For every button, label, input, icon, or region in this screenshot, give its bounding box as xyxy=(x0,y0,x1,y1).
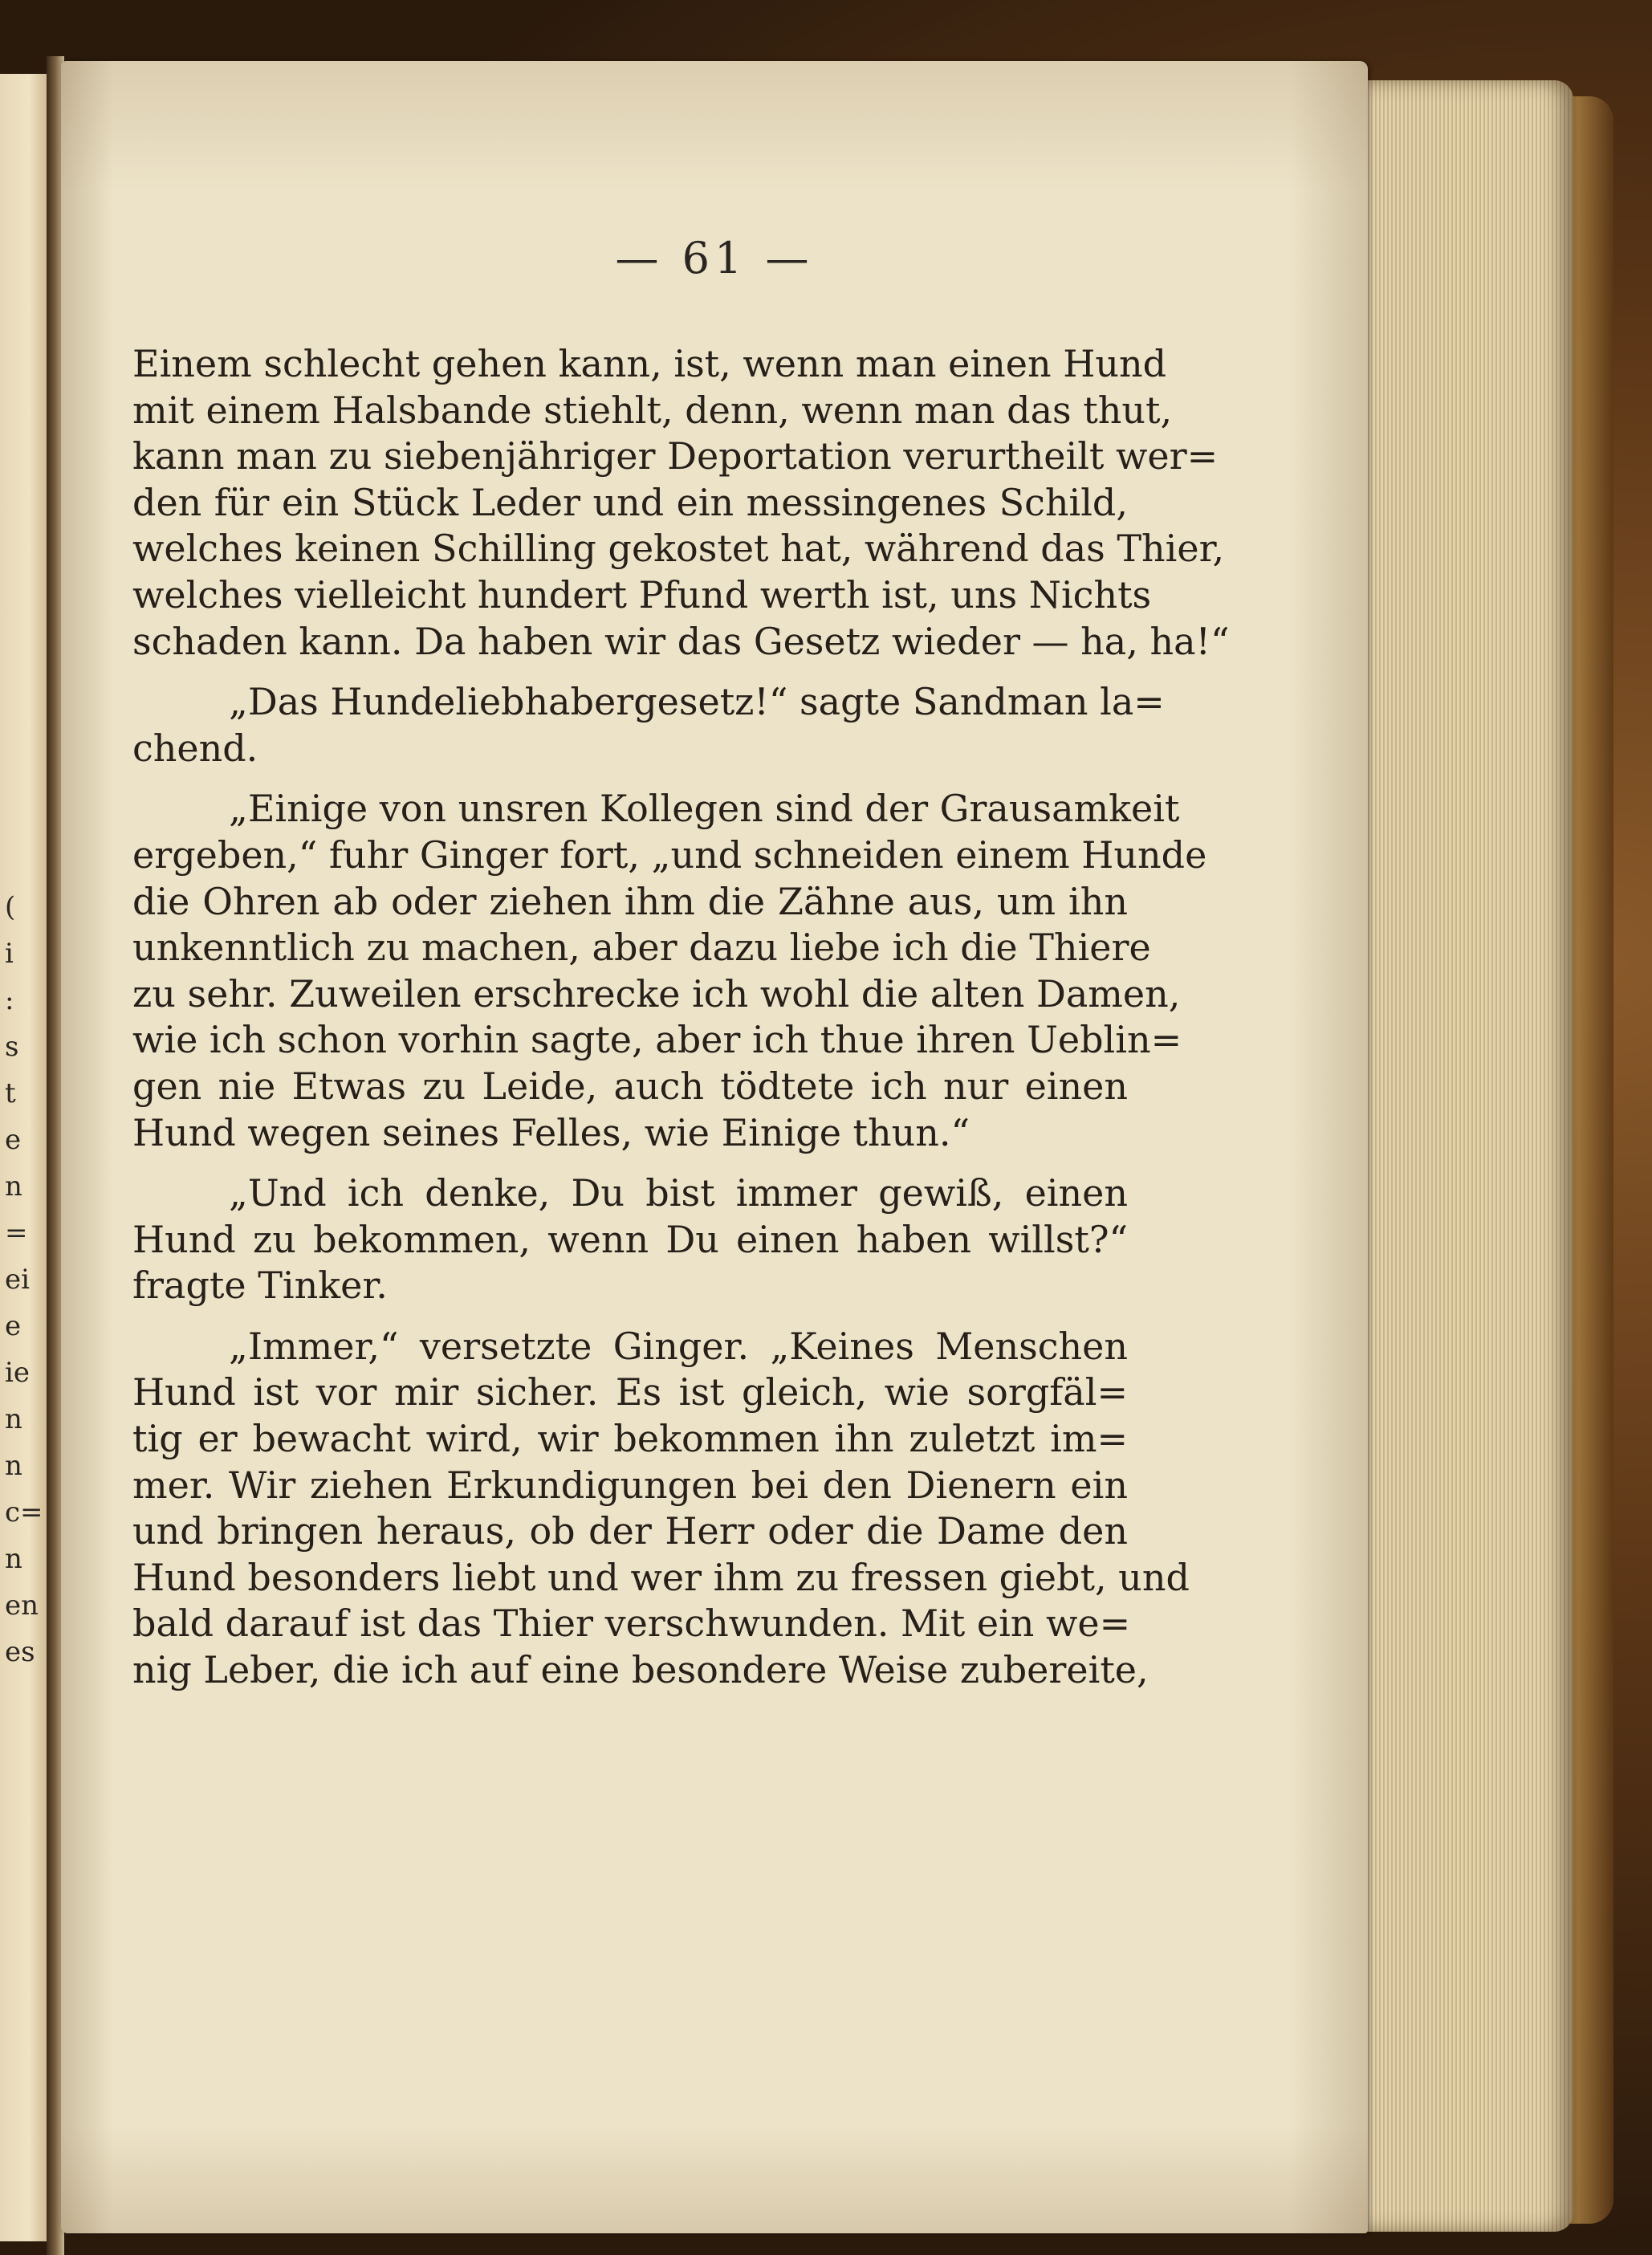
previous-page-text-fragment: i xyxy=(5,938,14,970)
text-line: fragte Tinker. xyxy=(132,1264,388,1308)
previous-page-text-fragment: ie xyxy=(5,1357,30,1389)
text-line: Hund ist vor mir sicher. Es ist gleich, wie sorgfäl= xyxy=(132,1370,1128,1414)
page-block-edges xyxy=(1365,80,1573,2232)
text-line: und bringen heraus, ob der Herr oder die Dame den xyxy=(132,1509,1128,1553)
previous-page-text-fragment: es xyxy=(5,1636,35,1668)
text-line: mit einem Halsbande stiehlt, denn, wenn man das thut, xyxy=(132,388,1173,432)
previous-page-text-fragment: : xyxy=(5,984,14,1016)
text-line: nig Leber, die ich auf eine besondere Weise zubereite, xyxy=(132,1648,1149,1692)
text-line: Hund zu bekommen, wenn Du einen haben willst?“ xyxy=(132,1217,1128,1261)
text-line: wie ich schon vorhin sagte, aber ich thue ihren Ueblin= xyxy=(132,1018,1182,1062)
text-line: tig er bewacht wird, wir bekommen ihn zuletzt im= xyxy=(132,1417,1128,1461)
text-line: „Das Hundeliebhabergesetz!“ sagte Sandman la= xyxy=(229,680,1165,724)
previous-page-text-fragment: en xyxy=(5,1589,39,1622)
previous-page-sliver xyxy=(0,74,50,2241)
previous-page-text-fragment: ei xyxy=(5,1264,30,1296)
text-line: Einem schlecht gehen kann, ist, wenn man einen Hund xyxy=(132,342,1167,385)
paragraph xyxy=(132,786,1207,1156)
previous-page-text-fragment: n xyxy=(5,1170,22,1203)
previous-page-text-fragment: t xyxy=(5,1077,16,1109)
text-line: den für ein Stück Leder und ein messingenes Schild, xyxy=(132,480,1128,524)
text-line: „Immer,“ versetzte Ginger. „Keines Menschen xyxy=(229,1324,1128,1368)
text-line: unkenntlich zu machen, aber dazu liebe ich die Thiere xyxy=(132,926,1151,970)
text-line: die Ohren ab oder ziehen ihm die Zähne aus, um ihn xyxy=(132,879,1128,923)
previous-page-text-fragment: s xyxy=(5,1031,19,1063)
previous-page-text-fragment: n xyxy=(5,1450,22,1482)
text-line: schaden kann. Da haben wir das Gesetz wieder — ha, ha!“ xyxy=(132,619,1230,663)
page-number: — 61 — xyxy=(615,233,814,283)
page-header xyxy=(61,233,1368,283)
text-line: chend. xyxy=(132,726,258,770)
page-body-text xyxy=(132,341,1230,1694)
previous-page-text-fragment: n xyxy=(5,1403,22,1435)
text-line: gen nie Etwas zu Leide, auch tödtete ich nur einen xyxy=(132,1064,1128,1108)
paragraph xyxy=(132,341,1230,665)
paragraph xyxy=(132,679,1165,771)
previous-page-text-fragment: c= xyxy=(5,1496,43,1528)
text-line: ergeben,“ fuhr Ginger fort, „und schneiden einem Hunde xyxy=(132,832,1207,877)
text-line: bald darauf ist das Thier verschwunden. Mit ein we= xyxy=(132,1602,1131,1646)
text-line: welches keinen Schilling gekostet hat, während das Thier, xyxy=(132,527,1225,571)
previous-page-text-fragment: n xyxy=(5,1543,22,1575)
previous-page-text-fragment: = xyxy=(5,1217,28,1249)
text-line: mer. Wir ziehen Erkundigungen bei den Dienern ein xyxy=(132,1463,1128,1507)
text-line: „Und ich denke, Du bist immer gewiß, einen xyxy=(229,1171,1128,1215)
text-line: kann man zu siebenjähriger Deportation verurtheilt wer= xyxy=(132,434,1219,478)
text-line: zu sehr. Zuweilen erschrecke ich wohl die alten Damen, xyxy=(132,971,1181,1016)
paragraph xyxy=(132,1324,1190,1694)
paragraph xyxy=(132,1170,1128,1309)
text-line: Hund wegen seines Felles, wie Einige thun.“ xyxy=(132,1110,970,1154)
text-line: welches vielleicht hundert Pfund werth ist, uns Nichts xyxy=(132,572,1152,617)
text-line: „Einige von unsren Kollegen sind der Grausamkeit xyxy=(229,787,1180,831)
previous-page-text-fragment: e xyxy=(5,1124,22,1156)
text-line: Hund besonders liebt und wer ihm zu fressen giebt, und xyxy=(132,1555,1190,1599)
previous-page-text-fragment: ( xyxy=(5,891,16,923)
previous-page-text-fragment: e xyxy=(5,1310,22,1342)
